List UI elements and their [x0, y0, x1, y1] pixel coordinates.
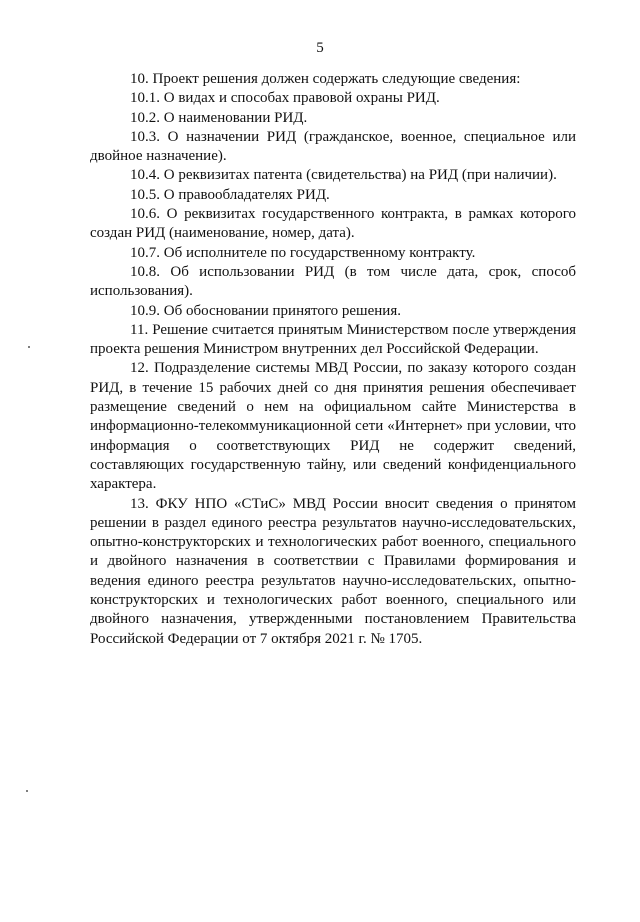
paragraph-10: 10. Проект решения должен содержать следующие сведения: [130, 71, 521, 87]
paragraph-10-2: 10.2. О наименовании РИД. [130, 109, 308, 126]
paragraph-10-7: 10.7. Об исполнителе по государственному контракту. [130, 244, 476, 261]
document-body [90, 70, 576, 649]
paragraph-10-6: 10.6. О реквизитах государственного контракта, в рамках которого создан РИД (наименование, номер, дата). [90, 206, 576, 242]
paragraph-12: 12. Подразделение системы МВД России, по заказу которого создан РИД, в течение 15 рабочих дней со дня принятия решения обеспечивает размещение сведений о нем на официальном сайте Министерства в информационно-телекоммуникационной сети «Интернет» при условии, что информация о соответствующих РИД не содержит сведений, составляющих государственную тайну, или сведений конфиденциального характера. [90, 360, 576, 493]
paragraph-10-1: 10.1. О видах и способах правовой охраны РИД. [130, 90, 440, 107]
scan-artifact [26, 790, 28, 792]
scan-artifact [28, 346, 30, 348]
paragraph-10-3: 10.3. О назначении РИД (гражданское, военное, специальное или двойное назначение). [90, 128, 576, 165]
paragraph-10-8: 10.8. Об использовании РИД (в том числе дата, срок, способ использования). [90, 263, 576, 300]
paragraph-10-4: 10.4. О реквизитах патента (свидетельства) на РИД (при наличии). [130, 167, 557, 184]
paragraph-10-5: 10.5. О правообладателях РИД. [130, 186, 330, 203]
paragraph-10-9: 10.9. Об обосновании принятого решения. [130, 302, 401, 319]
page-number: 5 [316, 40, 324, 56]
paragraph-13: 13. ФКУ НПО «СТиС» МВД России вносит сведения о принятом решении в раздел единого реестра результатов научно-исследовательских, опытно-конструкторских и технологических работ военного, специального и двойного назначения в соответствии с Правилами формирования и ведения единого реестра результатов научно-исследовательских, опытно-конструкторских и технологических работ военного, специального или двойного назначения, утвержденными постановлением Правительства Российской Федерации от 7 октября 2021 г. № 1705. [90, 495, 576, 647]
paragraph-11: 11. Решение считается принятым Министерством после утверждения проекта решения Министром внутренних дел Российской Федерации. [90, 321, 576, 358]
